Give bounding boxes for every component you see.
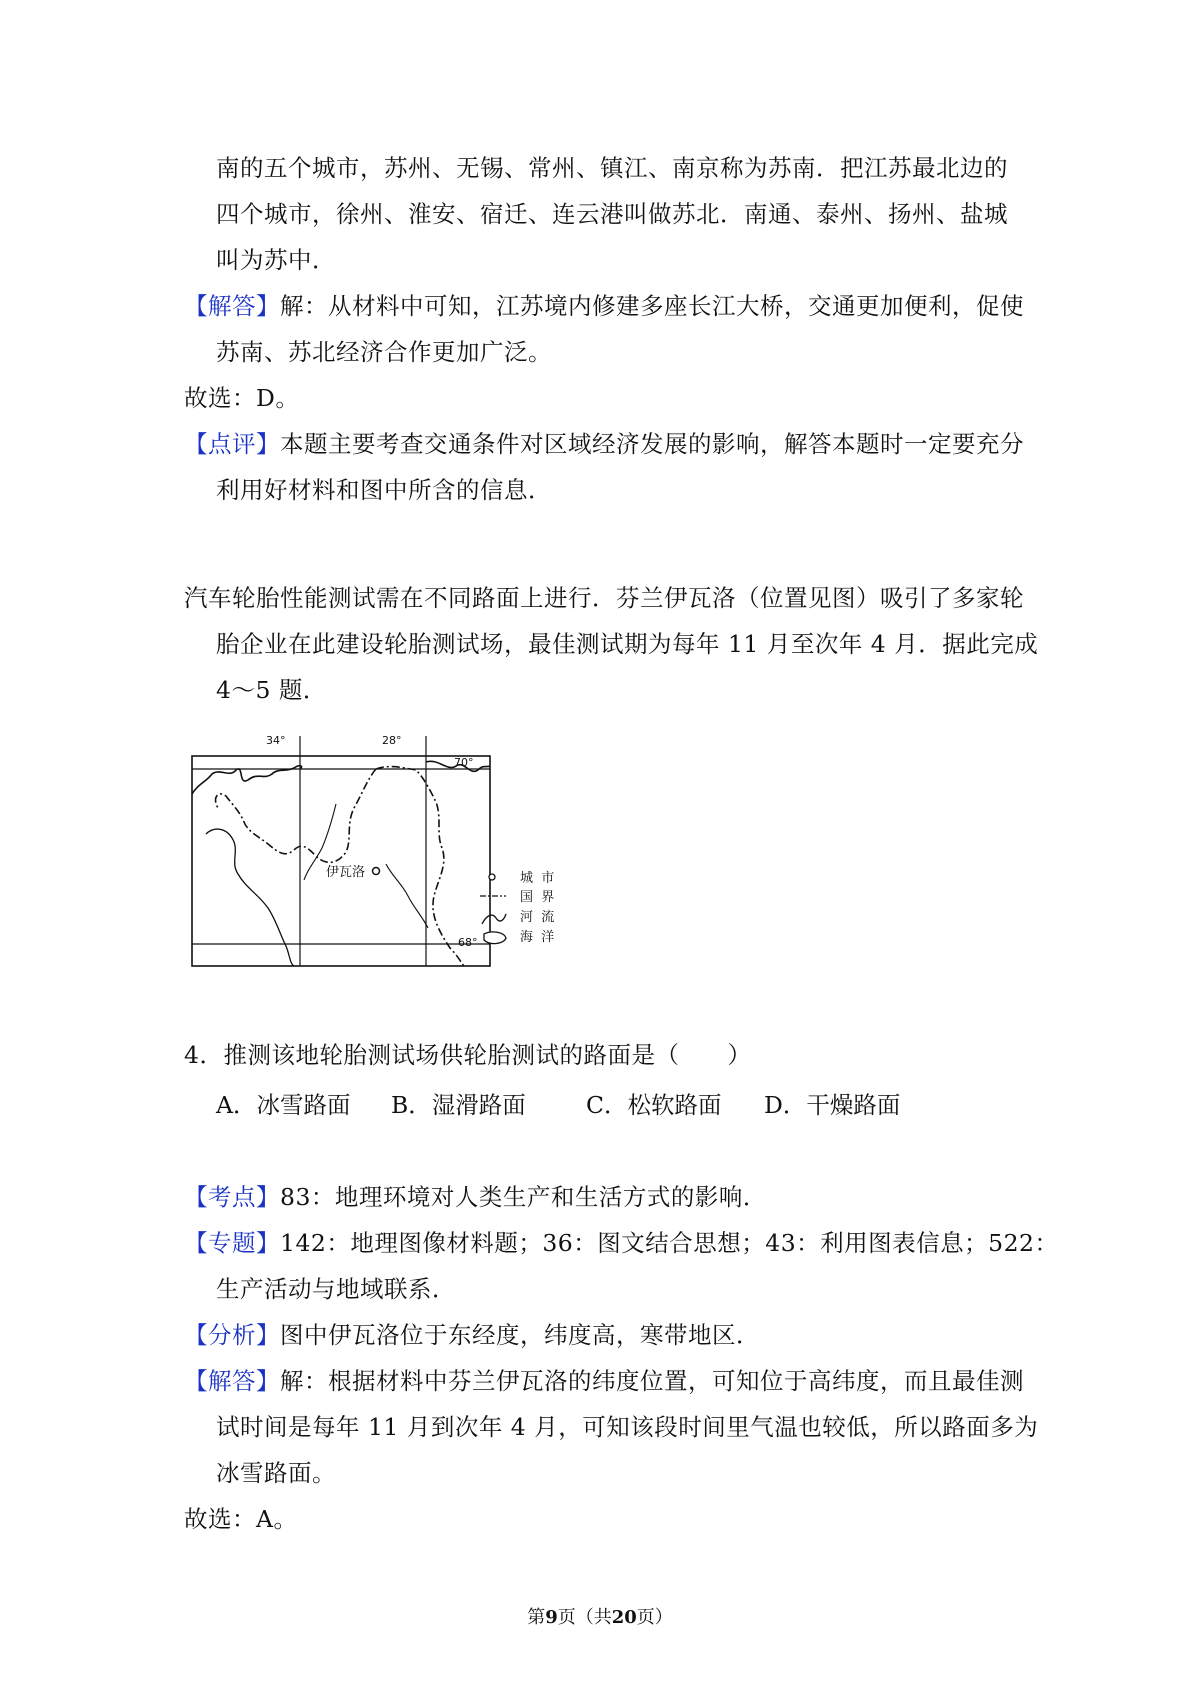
legend-sea-symbol [484,932,506,944]
text-line: 生产活动与地域联系． [216,1275,456,1303]
kaodian-paragraph [184,1182,767,1212]
legend-river-symbol [482,914,506,924]
lat-label: 70° [454,756,474,769]
river-line [206,829,294,966]
map-legend [480,871,554,945]
comment-paragraph [184,429,1024,459]
section-tag: 【专题】 [184,1229,280,1257]
option-d: D．干燥路面 [764,1091,901,1119]
answer-text: 解：从材料中可知，江苏境内修建多座长江大桥，交通更加便利，促使 [280,292,1024,320]
text-line: 利用好材料和图中所含的信息． [216,476,552,504]
map-frame [192,756,490,966]
city-marker [373,868,380,875]
text-line: 叫为苏中． [216,246,336,274]
legend-label: 河 流 [520,910,555,925]
comment-text: 本题主要考查交通条件对区域经济发展的影响，解答本题时一定要充分 [280,430,1024,458]
option-b: B．湿滑路面 [391,1091,526,1119]
ivalo-location-map [186,724,606,996]
kaodian-text: 83：地理环境对人类生产和生活方式的影响． [280,1183,767,1211]
footer-mid: 页（共 [557,1607,612,1628]
text-line: 南的五个城市，苏州、无锡、常州、镇江、南京称为苏南．把江苏最北边的 [216,154,1008,182]
page-number: 9 [545,1607,558,1628]
answer-paragraph [184,291,1024,321]
coastline [192,766,302,794]
jieda-text: 解：根据材料中芬兰伊瓦洛的纬度位置，可知位于高纬度，而且最佳测 [280,1367,1024,1395]
legend-label: 城 市 [520,871,555,886]
city-label: 伊瓦洛 [326,865,366,880]
question-options [216,1086,1016,1119]
fenxi-paragraph [184,1320,760,1350]
text-line: 苏南、苏北经济合作更加广泛。 [216,338,552,366]
question-stem: 4．推测该地轮胎测试场供轮胎测试的路面是（ ） [184,1041,752,1069]
border-line [376,767,464,966]
intro-line: 胎企业在此建设轮胎测试场，最佳测试期为每年 11 月至次年 4 月．据此完成 [216,630,1039,658]
text-line: 冰雪路面。 [216,1459,336,1487]
legend-label: 国 界 [520,890,555,905]
footer-post: 页） [636,1607,673,1628]
zhuanti-text: 142：地理图像材料题；36：图文结合思想；43：利用图表信息；522： [280,1229,1059,1257]
legend-label: 海 洋 [520,930,555,945]
border-line [216,769,376,862]
footer-pre: 第 [527,1607,546,1628]
text-line: 试时间是每年 11 月到次年 4 月，可知该段时间里气温也较低，所以路面多为 [216,1413,1039,1441]
choice-line: 故选：A。 [184,1505,298,1533]
lon-label: 28° [382,734,402,747]
section-tag: 【解答】 [184,292,280,320]
intro-line: 4～5 题． [216,676,327,704]
option-a: A．冰雪路面 [216,1091,351,1119]
legend-city-symbol [489,874,495,880]
intro-line: 汽车轮胎性能测试需在不同路面上进行．芬兰伊瓦洛（位置见图）吸引了多家轮 [184,584,1024,612]
section-tag: 【解答】 [184,1367,280,1395]
lon-label: 34° [266,734,286,747]
jieda-paragraph [184,1366,1024,1396]
choice-line: 故选：D。 [184,384,300,412]
fenxi-text: 图中伊瓦洛位于东经度，纬度高，寒带地区． [280,1321,760,1349]
section-tag: 【分析】 [184,1321,280,1349]
option-c: C．松软路面 [586,1091,722,1119]
lat-label: 68° [458,936,478,949]
section-tag: 【考点】 [184,1183,280,1211]
page-total: 20 [611,1607,637,1628]
text-line: 四个城市，徐州、淮安、宿迁、连云港叫做苏北．南通、泰州、扬州、盐城 [216,200,1008,228]
page-footer [0,1603,1200,1629]
river-line [386,864,428,928]
zhuanti-paragraph [184,1228,1059,1258]
section-tag: 【点评】 [184,430,280,458]
